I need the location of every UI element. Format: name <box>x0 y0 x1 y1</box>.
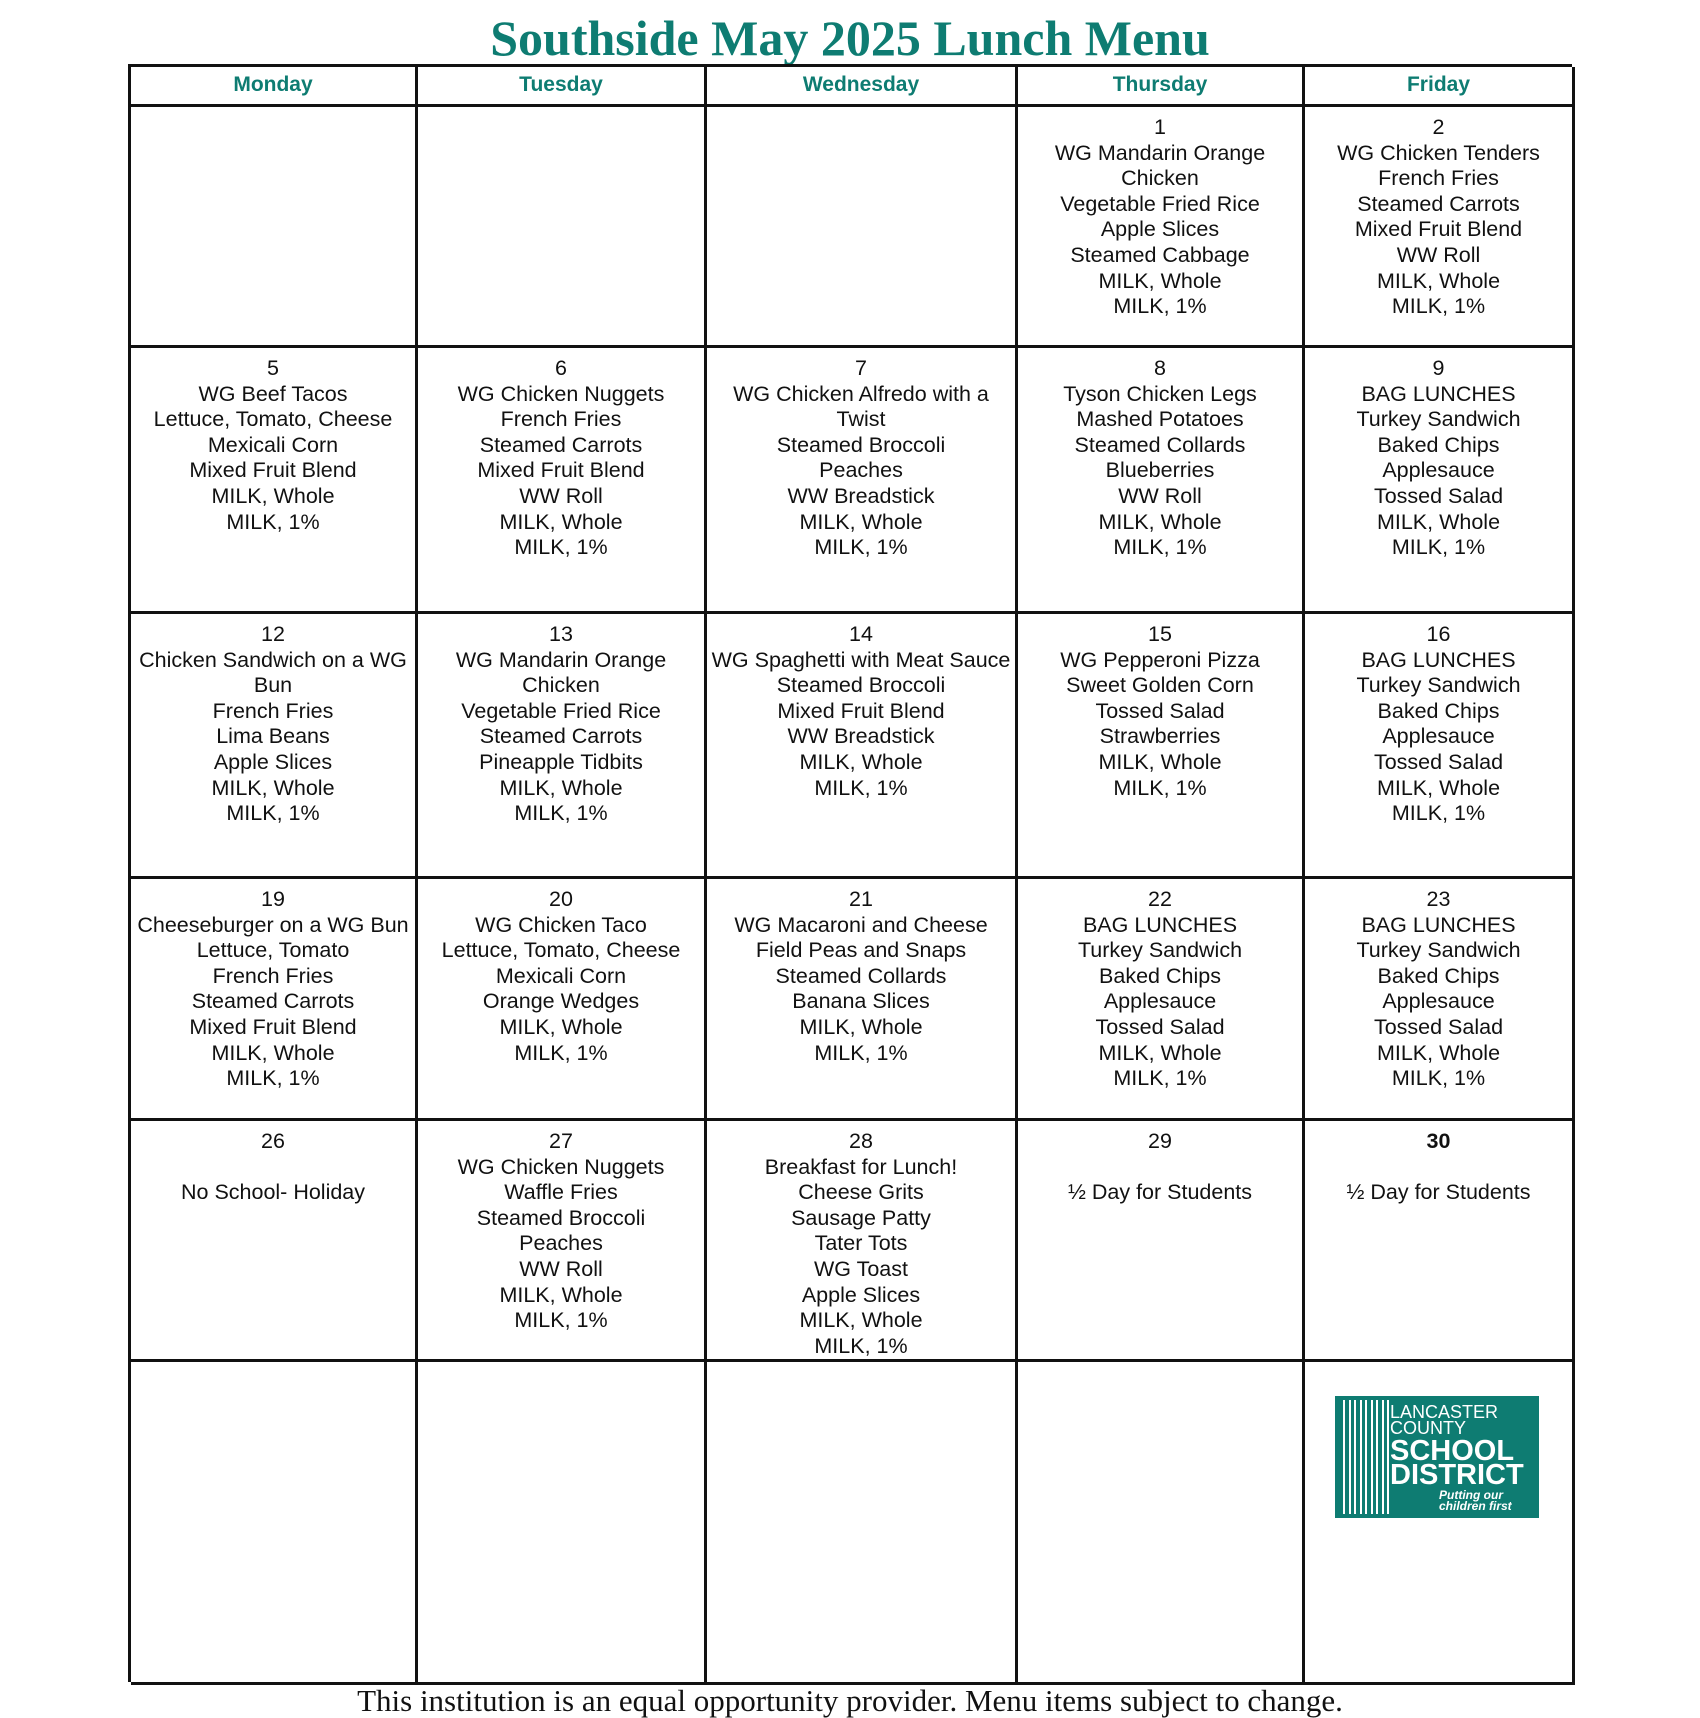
day-cell <box>1018 348 1305 614</box>
menu-item: Mashed Potatoes <box>1076 407 1244 432</box>
menu-item: WW Breadstick <box>787 724 935 749</box>
menu-item: Cheese Grits <box>798 1180 924 1205</box>
menu-item: Mixed Fruit Blend <box>477 458 645 483</box>
empty-cell <box>131 107 418 348</box>
day-cell <box>1305 879 1575 1121</box>
menu-item: Applesauce <box>1382 724 1495 749</box>
empty-cell <box>707 1362 1018 1685</box>
menu-item: WG Chicken Taco <box>475 912 647 937</box>
day-number: 29 <box>1148 1129 1172 1153</box>
weekday-header: Thursday <box>1018 67 1305 107</box>
menu-item: French Fries <box>212 698 334 723</box>
day-number: 19 <box>261 887 285 911</box>
menu-item: MILK, 1% <box>1113 1066 1207 1091</box>
day-cell <box>707 1121 1018 1362</box>
menu-item: WG Chicken Nuggets <box>457 381 665 406</box>
logo-bars-icon <box>1343 1400 1393 1514</box>
menu-item: WG Chicken Tenders <box>1337 140 1540 165</box>
day-number: 20 <box>549 887 573 911</box>
day-number: 6 <box>555 356 567 380</box>
menu-item: WW Roll <box>519 483 603 508</box>
menu-item: Baked Chips <box>1377 698 1500 723</box>
menu-item: MILK, 1% <box>814 1333 908 1358</box>
menu-item: Tater Tots <box>814 1231 908 1256</box>
menu-item: Cheeseburger on a WG Bun <box>137 912 409 937</box>
menu-item: Tossed Salad <box>1373 483 1504 508</box>
menu-item: Applesauce <box>1103 989 1217 1014</box>
menu-item: Peaches <box>519 1231 603 1256</box>
day-number: 12 <box>261 622 285 646</box>
menu-item: MILK, Whole <box>799 509 923 534</box>
empty-cell <box>1018 1362 1305 1685</box>
day-number: 28 <box>849 1129 873 1153</box>
menu-item: WG Pepperoni Pizza <box>1060 647 1260 672</box>
menu-item: Steamed Cabbage <box>1070 242 1250 267</box>
menu-item: MILK, Whole <box>1098 749 1222 774</box>
menu-item: MILK, Whole <box>211 1040 335 1065</box>
menu-item: Sausage Patty <box>791 1205 931 1230</box>
menu-item: Lettuce, Tomato, Cheese <box>153 407 393 432</box>
day-note: ½ Day for Students <box>1346 1180 1531 1205</box>
day-cell <box>418 614 707 879</box>
day-number: 8 <box>1154 356 1166 380</box>
day-number: 30 <box>1426 1129 1451 1153</box>
menu-item: MILK, 1% <box>1391 294 1486 319</box>
day-cell <box>131 614 418 879</box>
menu-item: Tyson Chicken Legs <box>1063 381 1257 406</box>
day-cell <box>418 1121 707 1362</box>
menu-item: Mixed Fruit Blend <box>777 698 945 723</box>
menu-item: MILK, 1% <box>226 801 320 826</box>
menu-item: MILK, Whole <box>211 775 335 800</box>
menu-item: Mexicali Corn <box>495 963 627 988</box>
menu-item: MILK, 1% <box>1113 535 1207 560</box>
logo-line-4: DISTRICT <box>1390 1459 1524 1491</box>
menu-item: MILK, Whole <box>499 1014 623 1039</box>
menu-item: WG Mandarin Orange Chicken <box>1054 140 1266 191</box>
menu-item: WG Spaghetti with Meat Sauce <box>711 647 1011 672</box>
day-number: 5 <box>267 356 279 380</box>
menu-item: BAG LUNCHES <box>1361 381 1516 406</box>
day-cell <box>1305 1121 1575 1362</box>
footer-disclaimer: This institution is an equal opportunity provider. Menu items subject to change. <box>357 1683 1343 1718</box>
menu-item: MILK, 1% <box>1113 775 1207 800</box>
menu-item: Orange Wedges <box>482 989 640 1014</box>
menu-item: WW Breadstick <box>787 483 935 508</box>
menu-item: WG Chicken Nuggets <box>457 1154 665 1179</box>
day-cell <box>1305 348 1575 614</box>
menu-item: MILK, 1% <box>514 1308 608 1333</box>
menu-item: Banana Slices <box>792 989 930 1014</box>
day-number: 7 <box>855 356 867 380</box>
menu-item: MILK, Whole <box>499 775 623 800</box>
empty-cell <box>418 107 707 348</box>
day-cell <box>131 348 418 614</box>
day-cell <box>707 879 1018 1121</box>
day-cell <box>418 879 707 1121</box>
menu-item: WG Beef Tacos <box>198 381 348 406</box>
menu-item: Applesauce <box>1382 458 1495 483</box>
menu-item: WG Mandarin Orange Chicken <box>455 647 667 698</box>
menu-item: MILK, 1% <box>1391 1066 1486 1091</box>
menu-item: Chicken Sandwich on a WG Bun <box>139 647 407 698</box>
menu-item: MILK, 1% <box>1113 294 1207 319</box>
menu-item: MILK, 1% <box>226 509 320 534</box>
menu-item: MILK, Whole <box>799 1014 923 1039</box>
menu-item: MILK, 1% <box>514 801 608 826</box>
menu-item: Apple Slices <box>801 1282 921 1307</box>
day-cell <box>1018 614 1305 879</box>
day-cell <box>1018 1121 1305 1362</box>
menu-item: Tossed Salad <box>1095 698 1225 723</box>
menu-item: MILK, Whole <box>1376 775 1501 800</box>
page-title: Southside May 2025 Lunch Menu <box>490 10 1210 66</box>
weekday-header: Friday <box>1305 67 1575 107</box>
menu-item: MILK, 1% <box>1391 801 1486 826</box>
weekday-header: Wednesday <box>707 67 1018 107</box>
menu-item: Blueberries <box>1105 458 1215 483</box>
menu-item: MILK, 1% <box>1391 535 1486 560</box>
empty-cell <box>418 1362 707 1685</box>
menu-item: WG Macaroni and Cheese <box>734 912 988 937</box>
menu-item: French Fries <box>1378 166 1499 191</box>
menu-item: MILK, Whole <box>1098 1040 1222 1065</box>
menu-item: Baked Chips <box>1377 432 1500 457</box>
menu-item: MILK, 1% <box>514 1040 608 1065</box>
menu-item: Baked Chips <box>1377 963 1500 988</box>
menu-item: WW Roll <box>519 1256 603 1281</box>
day-number: 27 <box>549 1129 573 1153</box>
logo-line-3: SCHOOL <box>1390 1435 1515 1467</box>
menu-item: Turkey Sandwich <box>1077 938 1243 963</box>
day-number: 23 <box>1426 887 1451 911</box>
logo-line-2: COUNTY <box>1390 1418 1466 1438</box>
menu-item: Lettuce, Tomato <box>196 938 350 963</box>
menu-item: MILK, 1% <box>514 535 608 560</box>
menu-item: MILK, 1% <box>226 1066 320 1091</box>
menu-item: BAG LUNCHES <box>1361 912 1516 937</box>
menu-item: BAG LUNCHES <box>1082 912 1238 937</box>
menu-item: Baked Chips <box>1099 963 1221 988</box>
day-number: 14 <box>849 622 873 646</box>
day-number: 15 <box>1148 622 1172 646</box>
menu-item: Tossed Salad <box>1095 1014 1225 1039</box>
menu-item: MILK, Whole <box>799 1308 923 1333</box>
menu-item: MILK, Whole <box>211 483 335 508</box>
menu-item: Steamed Collards <box>775 963 947 988</box>
menu-item: Mixed Fruit Blend <box>1354 217 1523 242</box>
menu-item: Steamed Carrots <box>1357 191 1520 216</box>
menu-item: Breakfast for Lunch! <box>764 1154 958 1179</box>
menu-item: Mixed Fruit Blend <box>189 1014 357 1039</box>
day-cell <box>418 348 707 614</box>
menu-item: Vegetable Fried Rice <box>461 698 661 723</box>
menu-item: Peaches <box>819 458 903 483</box>
menu-item: Field Peas and Snaps <box>755 938 967 963</box>
menu-item: French Fries <box>212 963 334 988</box>
day-number: 2 <box>1432 115 1445 139</box>
menu-item: BAG LUNCHES <box>1361 647 1516 672</box>
menu-item: Pineapple Tidbits <box>479 749 643 774</box>
menu-item: MILK, 1% <box>814 1040 908 1065</box>
day-number: 26 <box>261 1129 285 1153</box>
menu-item: Strawberries <box>1099 724 1221 749</box>
menu-item: MILK, Whole <box>1376 1040 1501 1065</box>
menu-item: Apple Slices <box>213 749 333 774</box>
logo-tagline-2: children first <box>1439 1499 1512 1513</box>
menu-item: MILK, Whole <box>1098 509 1222 534</box>
school-district-logo <box>1335 1396 1539 1518</box>
menu-item: WG Chicken Alfredo with a Twist <box>733 381 989 432</box>
day-number: 22 <box>1148 887 1172 911</box>
menu-item: Applesauce <box>1382 989 1495 1014</box>
day-number: 21 <box>849 887 873 911</box>
menu-item: Steamed Broccoli <box>476 1205 646 1230</box>
menu-item: MILK, Whole <box>799 749 923 774</box>
day-cell <box>1018 107 1305 348</box>
day-number: 9 <box>1432 356 1445 380</box>
weekday-header: Monday <box>131 67 418 107</box>
menu-item: MILK, 1% <box>814 775 908 800</box>
day-cell <box>131 1121 418 1362</box>
menu-item: Steamed Broccoli <box>776 673 946 698</box>
menu-item: Vegetable Fried Rice <box>1060 191 1260 216</box>
weekday-header: Tuesday <box>418 67 707 107</box>
menu-item: WW Roll <box>1396 242 1481 267</box>
menu-item: Lima Beans <box>216 724 330 749</box>
menu-item: Steamed Broccoli <box>776 432 946 457</box>
menu-item: MILK, Whole <box>1098 268 1222 293</box>
menu-item: WG Toast <box>814 1256 908 1281</box>
day-cell <box>1018 879 1305 1121</box>
menu-item: MILK, Whole <box>499 1282 623 1307</box>
empty-cell <box>707 107 1018 348</box>
menu-item: MILK, Whole <box>499 509 623 534</box>
menu-item: Steamed Carrots <box>191 989 355 1014</box>
menu-item: Tossed Salad <box>1373 1014 1504 1039</box>
day-number: 16 <box>1426 622 1451 646</box>
menu-item: Tossed Salad <box>1373 749 1504 774</box>
menu-item: Steamed Carrots <box>479 432 643 457</box>
menu-item: MILK, Whole <box>1376 509 1501 534</box>
day-cell <box>131 879 418 1121</box>
menu-item: Turkey Sandwich <box>1356 673 1521 698</box>
menu-item: Mexicali Corn <box>207 432 339 457</box>
menu-item: Turkey Sandwich <box>1356 938 1521 963</box>
day-cell <box>1305 107 1575 348</box>
menu-item: Apple Slices <box>1100 217 1220 242</box>
day-cell <box>707 614 1018 879</box>
menu-item: WW Roll <box>1118 483 1202 508</box>
menu-item: Steamed Collards <box>1074 432 1246 457</box>
menu-item: Waffle Fries <box>504 1180 618 1205</box>
logo-tagline-1: Putting our <box>1439 1488 1503 1502</box>
day-number: 13 <box>549 622 573 646</box>
day-note: No School- Holiday <box>180 1180 366 1205</box>
menu-item: MILK, 1% <box>814 535 908 560</box>
menu-item: Lettuce, Tomato, Cheese <box>441 938 681 963</box>
day-note: ½ Day for Students <box>1067 1180 1253 1205</box>
empty-cell <box>131 1362 418 1685</box>
day-cell <box>707 348 1018 614</box>
menu-item: Turkey Sandwich <box>1356 407 1521 432</box>
day-cell <box>1305 614 1575 879</box>
menu-item: Sweet Golden Corn <box>1066 673 1254 698</box>
menu-item: MILK, Whole <box>1376 268 1501 293</box>
logo-line-1: LANCASTER <box>1390 1402 1499 1422</box>
day-number: 1 <box>1154 115 1166 139</box>
menu-item: Mixed Fruit Blend <box>189 458 357 483</box>
menu-item: Steamed Carrots <box>479 724 643 749</box>
menu-item: French Fries <box>500 407 622 432</box>
